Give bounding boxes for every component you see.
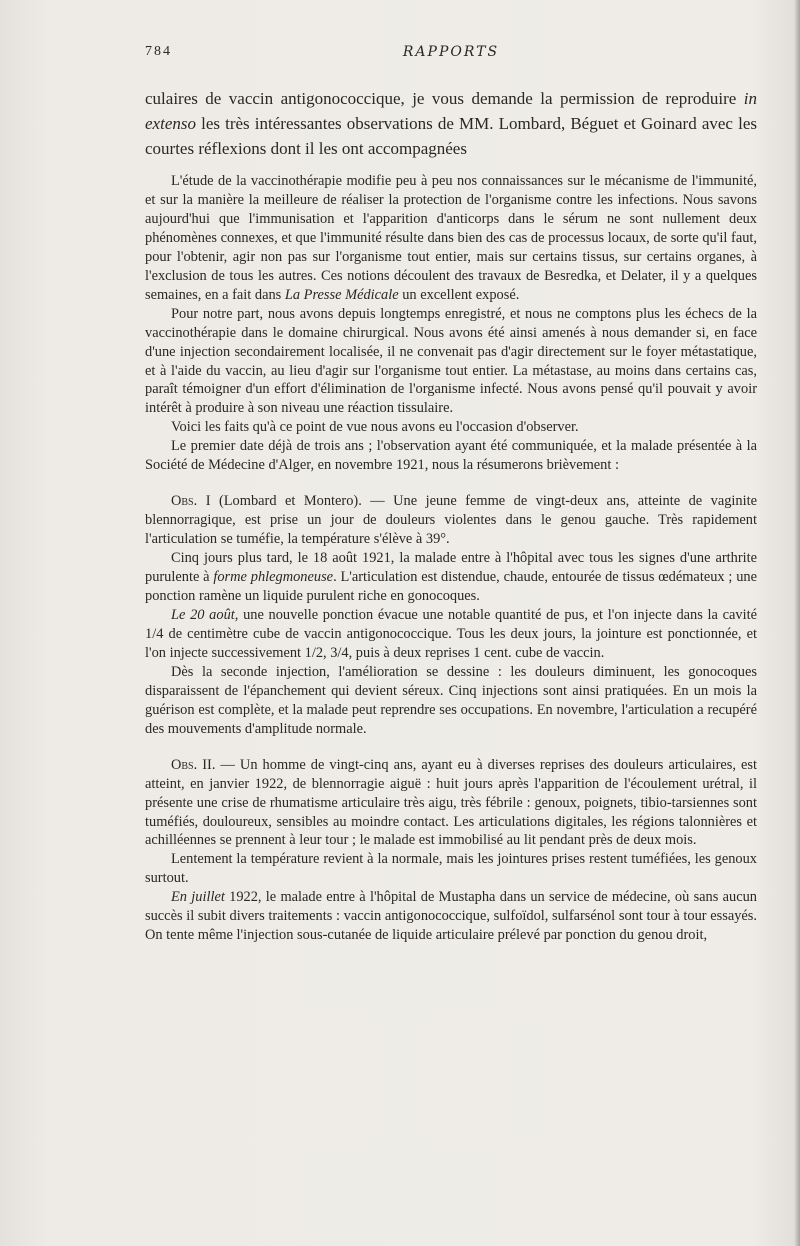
observation-2 bbox=[145, 756, 757, 851]
paragraph-20-aout bbox=[145, 606, 757, 663]
paragraph-amelioration: Dès la seconde injection, l'amélioration se dessine : les douleurs diminuent, les gonocoques disparaissent de l'épanchement qui devient séreux. Cinq injections sont ainsi pratiquées. En un mois la guérison est complète, et la malade peut reprendre ses occupations. En novembre, l'articulation a recupéré des mouvements d'amplitude normale. bbox=[145, 663, 757, 737]
paragraph-italic: Le 20 août bbox=[171, 606, 235, 623]
intro-italic: in extenso bbox=[145, 89, 757, 133]
observation-label: Obs. I bbox=[171, 493, 211, 510]
paragraph-text: L'étude de la vaccinothérapie modifie peu à peu nos connaissances sur le mécanisme de l'immunité, et sur la manière la meilleure de réaliser la protection de l'organisme contre les infections. Nous savons aujourd'hui que l'immunisation et l'apparition d'anticorps dans le sérum ne sont nullement deux phénomènes connexes, et que l'immunité résulte dans bien des cas de processus locaux, de sorte qu'il faut, pour l'obtenir, agir non pas sur l'organisme tout entier, mais sur certains tissus, sur certains organes, à l'exclusion de tous les autres. Ces notions découlent des travaux de Besredka, et Delater, il y a quelques semaines, en a fait dans bbox=[145, 173, 757, 303]
intro-text-end: les très intéressantes observations de MM. Lombard, Béguet et Goinard avec les courtes réflexions dont il les ont accompagnées bbox=[145, 114, 757, 158]
observation-1 bbox=[145, 492, 757, 549]
observation-label: Obs. II. bbox=[171, 756, 216, 773]
paragraph-italic: forme phlegmoneuse bbox=[213, 569, 334, 586]
paragraph-text: , une nouvelle ponction évacue une notable quantité de pus, et l'on injecte dans la cavité 1/4 de centimètre cube de vaccin antigonococcique. Tous les deux jours, la jointure est ponctionnée, et l'on injecte successivement 1/2, 3/4, puis à deux reprises 1 cent. cube de vaccin. bbox=[145, 606, 757, 661]
running-title: RAPPORTS bbox=[402, 44, 500, 60]
paragraph-juillet bbox=[145, 888, 757, 945]
observation-text: (Lombard et Montero). — Une jeune femme de vingt-deux ans, atteinte de vaginite blennorragique, est prise un jour de douleurs violentes dans le genou gauche. Très rapidement l'articulation se tuméfie, la température s'élève à 39°. bbox=[145, 493, 757, 548]
paragraph-text: Cinq jours plus tard, le 18 août 1921, la malade entre à l'hôpital avec tous les signes d'une arthrite purulente à bbox=[145, 550, 757, 586]
article-body bbox=[145, 172, 757, 945]
paragraph-voici: Voici les faits qu'à ce point de vue nous avons eu l'occasion d'observer. bbox=[171, 419, 579, 436]
observation-text: — Un homme de vingt-cinq ans, ayant eu à diverses reprises des douleurs articulaires, est atteint, en janvier 1922, de blennorragie aiguë : huit jours après l'apparition de l'écoulement urétral, il présente une crise de rhumatisme articulaire très aigu, très fébrile : genoux, poignets, tibio-tarsiennes sont tuméfiés, douloureux, sensibles au moindre contact. Les articulations digitales, les régions talonnières et achilléennes se prennent à leur tour ; le malade est immobilisé au lit pendant près de deux mois. bbox=[145, 756, 757, 849]
paragraph-vaccinotherapie bbox=[145, 172, 757, 305]
paragraph-lentement: Lentement la température revient à la normale, mais les jointures prises restent tuméfiées, les genoux surtout. bbox=[145, 851, 757, 887]
paragraph-cinq-jours bbox=[145, 549, 757, 606]
journal-title: La Presse Médicale bbox=[284, 286, 399, 303]
page-edge-shadow bbox=[794, 0, 800, 1246]
paragraph-italic: En juillet bbox=[171, 889, 225, 906]
paragraph-text: . L'articulation est distendue, chaude, entourée de tissus œdémateux ; une ponction ramène un liquide purulent riche en gonocoques. bbox=[145, 569, 757, 605]
page-number: 784 bbox=[145, 44, 172, 59]
paragraph-echecs: Pour notre part, nous avons depuis longtemps enregistré, et nous ne comptons plus les échecs de la vaccinothérapie dans le domaine chirurgical. Nous avons été ainsi amenés à nous demander si, en face d'une injection secondairement localisée, il ne convenait pas d'agir directement sur le foyer métastatique, et à l'aide du vaccin, au lieu d'agir sur l'organisme tout entier. La métastase, au moins dans certains cas, paraît témoigner d'un effort d'élimination de l'organisme infecté. Nous avons pensé qu'il pouvait y avoir intérêt à produire à son niveau une réaction tissulaire. bbox=[145, 305, 757, 417]
intro-text: culaires de vaccin antigonococcique, je vous demande la permission de reproduire bbox=[145, 89, 744, 108]
paragraph-text: 1922, le malade entre à l'hôpital de Mustapha dans un service de médecine, où sans aucun succès il subit divers traitements : vaccin antigonococcique, sulfoïdol, sulfarsénol sont tour à tour essayés. On tente même l'injection sous-cutanée de liquide articulaire prélevé par ponction du genou droit, bbox=[145, 889, 757, 944]
paragraph-premier: Le premier date déjà de trois ans ; l'observation ayant été communiquée, et la malade présentée à la Société de Médecine d'Alger, en novembre 1921, nous la résumerons brièvement : bbox=[145, 438, 757, 474]
page-header bbox=[145, 42, 757, 68]
intro-paragraph bbox=[145, 86, 757, 161]
paragraph-text: un excellent exposé. bbox=[398, 286, 520, 303]
